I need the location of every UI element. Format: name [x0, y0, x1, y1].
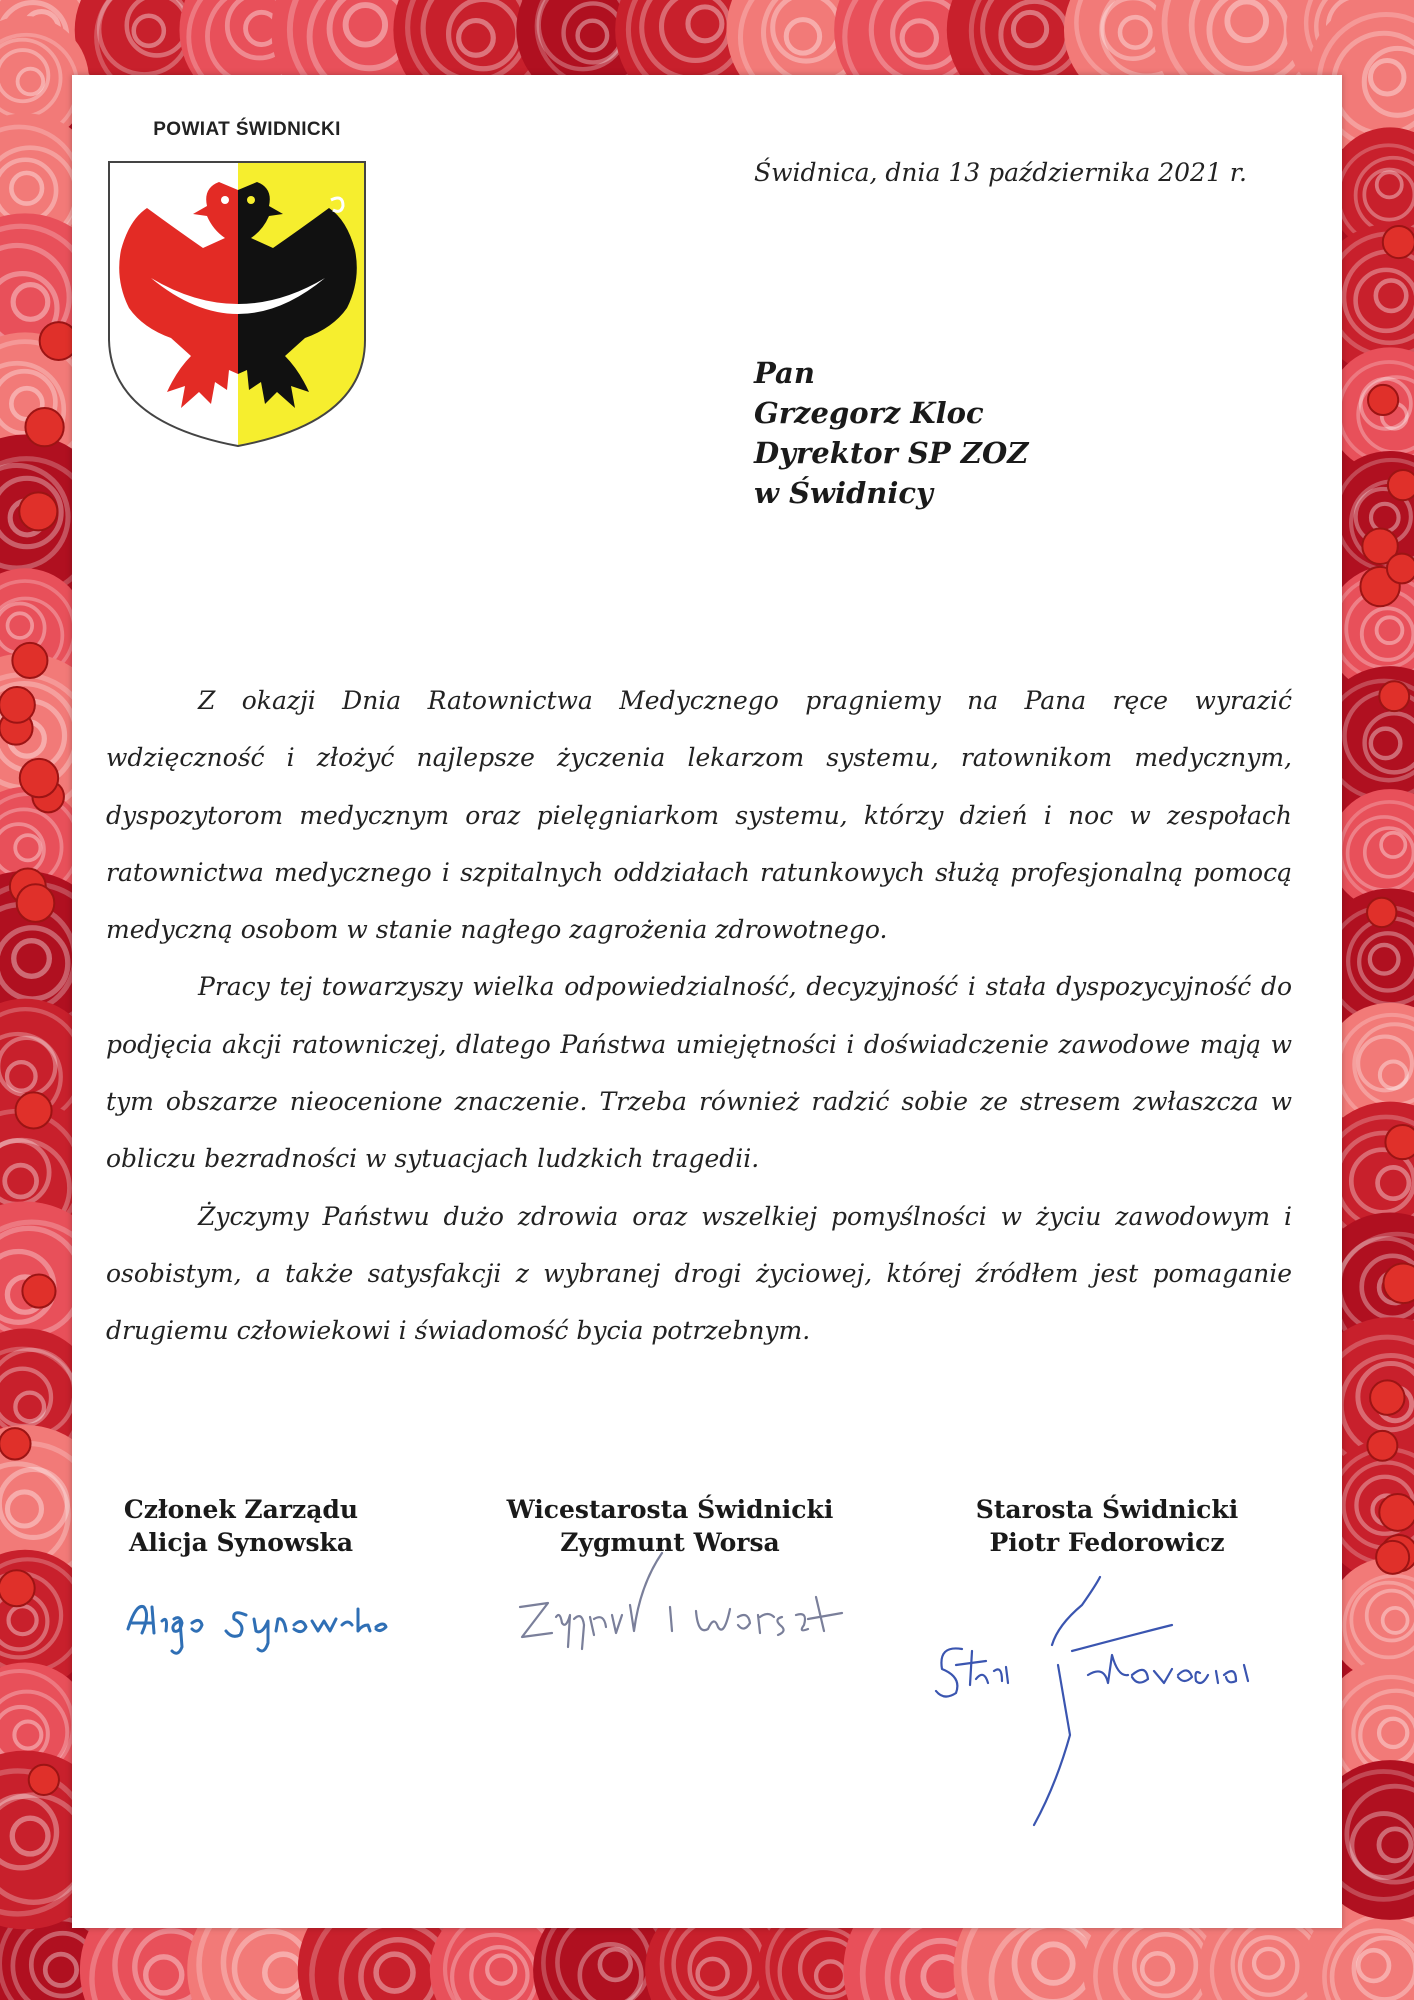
recipient-salutation: Pan [754, 356, 815, 390]
handwritten-signature [122, 1585, 442, 1665]
signatory-name: Alicja Synowska [128, 1528, 354, 1557]
county-coat-of-arms-icon [107, 160, 369, 450]
signatory-block [116, 1493, 366, 1559]
body-paragraph: Z okazji Dnia Ratownictwa Medycznego pragniemy na Pana ręce wyrazić wdzięczność i złożyć najlepsze życzenia lekarzom systemu, ratownikom medycznym, dyspozytorom medycznym oraz pielęgniarkom systemu, którzy dzień i noc w zespołach ratownictwa medycznego i szpitalnych oddziałach ratunkowych służą profesjonalną pomocą medyczną osobom w stanie nagłego zagrożenia zdrowotnego. [106, 686, 1292, 945]
letter-body [106, 672, 1292, 1360]
signatory-block [972, 1493, 1242, 1559]
signatory-title: Wicestarosta Świdnicki [506, 1495, 834, 1524]
handwritten-signature [512, 1545, 892, 1655]
signatory-name: Zygmunt Worsa [560, 1528, 780, 1557]
recipient-name: Grzegorz Kloc [754, 396, 984, 430]
handwritten-signature [932, 1565, 1292, 1855]
letter-sheet [72, 75, 1342, 1928]
recipient-place: w Świdnicy [754, 476, 933, 510]
recipient-address [754, 353, 1028, 513]
recipient-position: Dyrektor SP ZOZ [754, 436, 1029, 470]
signatory-name: Piotr Fedorowicz [989, 1528, 1225, 1557]
issuer-name: POWIAT ŚWIDNICKI [153, 119, 341, 140]
signatory-title: Starosta Świdnicki [975, 1495, 1239, 1524]
date-line: Świdnica, dnia 13 października 2021 r. [754, 158, 1247, 187]
body-paragraph: Życzymy Państwu dużo zdrowia oraz wszelkiej pomyślności w życiu zawodowym i osobistym, a także satysfakcji z wybranej drogi życiowej, której źródłem jest pomaganie drugiemu człowiekowi i świadomość bycia potrzebnym. [106, 1201, 1292, 1346]
body-paragraph: Pracy tej towarzyszy wielka odpowiedzialność, decyzyjność i stała dyspozycyjność do podjęcia akcji ratowniczej, dlatego Państwa umiejętności i doświadczenie zawodowe mają w tym obszarze nieocenione znaczenie. Trzeba również radzić sobie ze stresem zwłaszcza w obliczu bezradności w sytuacjach ludzkich tragedii. [106, 972, 1292, 1174]
signatory-title: Członek Zarządu [123, 1495, 359, 1524]
